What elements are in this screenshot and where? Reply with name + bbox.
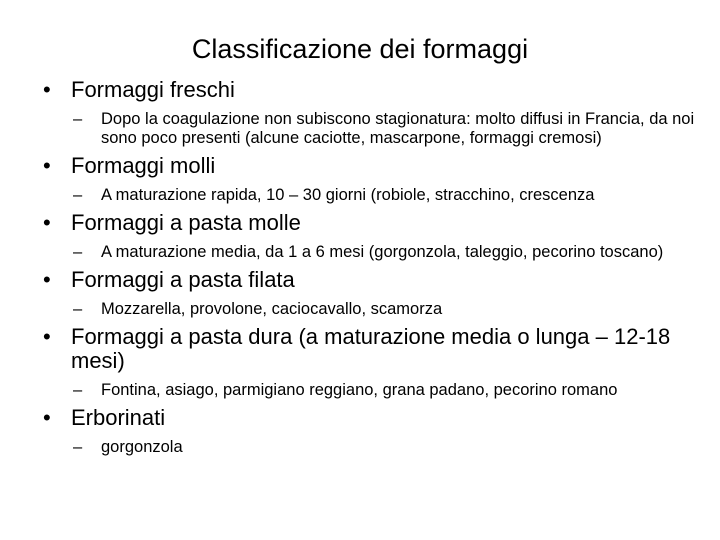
- sub-item-text: A maturazione media, da 1 a 6 mesi (gorgonzola, taleggio, pecorino toscano): [101, 243, 664, 261]
- sub-item-text: Dopo la coagulazione non subiscono stagionatura: molto diffusi in Francia, da noi sono poco presenti (alcune caciotte, mascarpone, formaggi cremosi): [101, 110, 695, 147]
- bullet-item: [43, 78, 703, 102]
- sub-item: [73, 110, 703, 148]
- list-item: [43, 154, 703, 205]
- sub-item-text: Mozzarella, provolone, caciocavallo, scamorza: [101, 300, 443, 318]
- bullet-label: Formaggi molli: [71, 153, 216, 178]
- list-item: [43, 268, 703, 319]
- bullet-item: [43, 154, 703, 178]
- bullet-label: Formaggi freschi: [71, 77, 235, 102]
- bullet-list: [43, 78, 703, 463]
- bullet-label: Erborinati: [71, 405, 166, 430]
- sub-item: [73, 381, 703, 400]
- slide-title: Classificazione dei formaggi: [191, 34, 529, 64]
- sub-item-text: Fontina, asiago, parmigiano reggiano, grana padano, pecorino romano: [101, 381, 618, 399]
- list-item: [43, 406, 703, 457]
- list-item: [43, 211, 703, 262]
- bullet-item: [43, 325, 703, 373]
- dash-icon: –: [73, 243, 83, 261]
- sub-item: [73, 438, 703, 457]
- sub-item-text: A maturazione rapida, 10 – 30 giorni (robiole, stracchino, crescenza: [101, 186, 595, 204]
- list-item: [43, 78, 703, 148]
- sub-item: [73, 186, 703, 205]
- bullet-item: [43, 211, 703, 235]
- bullet-icon: •: [43, 210, 51, 235]
- bullet-icon: •: [43, 324, 51, 349]
- sub-item: [73, 243, 703, 262]
- bullet-label: Formaggi a pasta filata: [71, 267, 295, 292]
- bullet-item: [43, 268, 703, 292]
- bullet-icon: •: [43, 405, 51, 430]
- list-item: [43, 325, 703, 400]
- sub-item: [73, 300, 703, 319]
- dash-icon: –: [73, 300, 83, 318]
- bullet-label: Formaggi a pasta molle: [71, 210, 301, 235]
- dash-icon: –: [73, 186, 83, 204]
- bullet-icon: •: [43, 267, 51, 292]
- sub-item-text: gorgonzola: [101, 438, 183, 456]
- dash-icon: –: [73, 110, 83, 128]
- bullet-icon: •: [43, 153, 51, 178]
- bullet-icon: •: [43, 77, 51, 102]
- bullet-label: Formaggi a pasta dura (a maturazione media o lunga – 12-18 mesi): [71, 324, 671, 373]
- dash-icon: –: [73, 438, 83, 456]
- bullet-item: [43, 406, 703, 430]
- dash-icon: –: [73, 381, 83, 399]
